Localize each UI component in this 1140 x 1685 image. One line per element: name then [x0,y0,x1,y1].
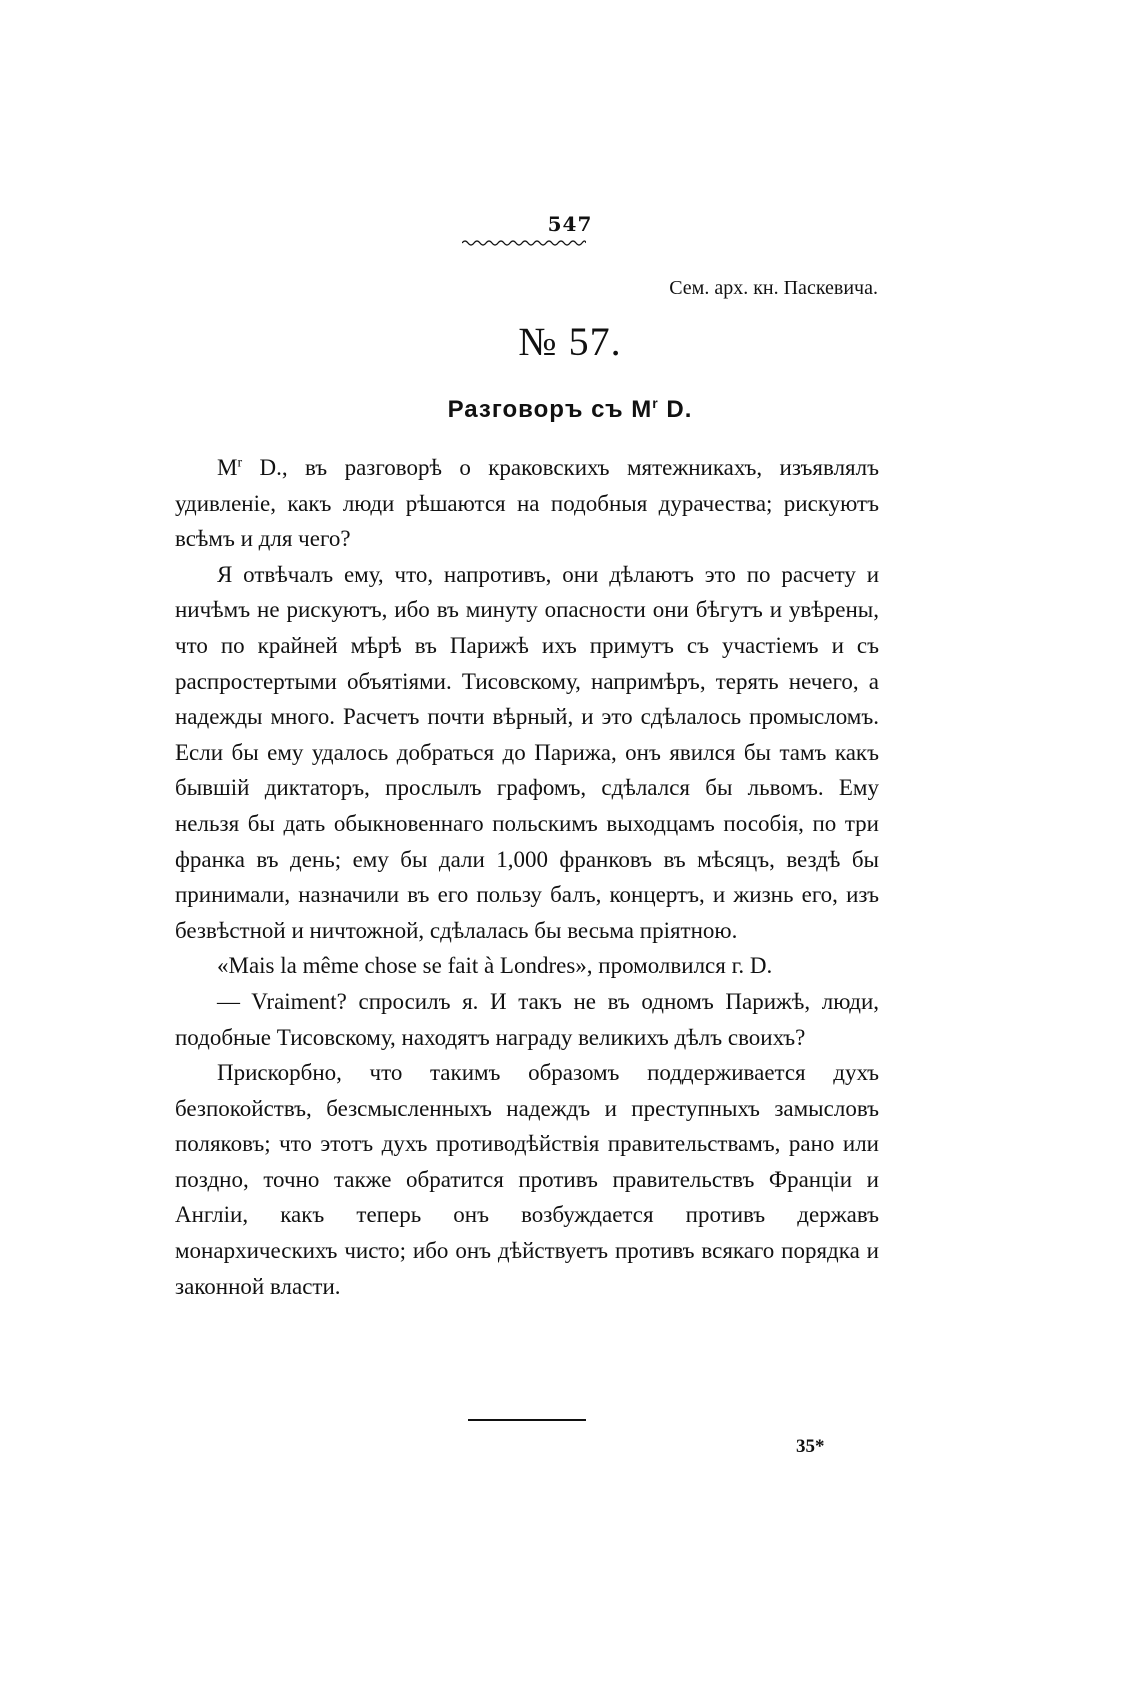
page-number: 547 [547,212,593,236]
paragraph-1-lead-sup: r [237,455,243,471]
closing-rule [468,1419,586,1421]
paragraph-3: «Mais la même chose se fait à Londres», промолвился г. D. [217,953,773,979]
paragraph-2: Я отвѣчалъ ему, что, напротивъ, они дѣлаютъ это по расчету и ничѣмъ не рискуютъ, ибо въ минуту опасности они бѣгутъ и увѣрены, что по крайней мѣрѣ въ Парижѣ ихъ примутъ съ участіемъ и съ распростертыми объятіями. Тисовскому, напримѣръ, терять нечего, а надежды много. Расчетъ почти вѣрный, и это сдѣлалось промысломъ. Если бы ему удалось добраться до Парижа, онъ явился бы тамъ какъ бывшій диктаторъ, прослылъ графомъ, сдѣлался бы львомъ. Ему нельзя бы дать обыкновеннаго польскимъ выходцамъ пособія, по три франка въ день; ему бы дали 1,000 франковъ въ мѣсяцъ, вездѣ бы принимали, назначили въ его пользу балъ, концертъ, и жизнь его, изъ безвѣстной и ничтожной, сдѣлалась бы весьма пріятною. [175,561,879,943]
document-number: № 57. [518,319,622,364]
document-title [0,395,1140,424]
archive-source-note: Сем. арх. кн. Паскевича. [669,277,878,299]
paragraph-5: Прискорбно, что такимъ образомъ поддерживается духъ безпокойствъ, безсмысленныхъ надеждъ и преступныхъ замысловъ поляковъ; что этотъ духъ противодѣйствія правительствамъ, рано или поздно, точно также обратится противъ правительствъ Франціи и Англіи, какъ теперь онъ возбуждается противъ державъ монархическихъ чисто; ибо онъ дѣйствуетъ противъ всякаго порядка и законной власти. [175,1060,879,1299]
paragraph-1-lead: M [217,455,238,480]
title-superscript: r [652,395,659,411]
paragraph-1 [175,450,879,557]
title-suffix: D. [658,396,693,423]
signature-mark: 35* [796,1436,825,1457]
paragraph-4: — Vraiment? спросилъ я. И такъ не въ одномъ Парижѣ, люди, подобные Тисовскому, находятъ награду великихъ дѣлъ своихъ? [175,988,879,1050]
document-body [175,450,879,1304]
title-prefix: Разговоръ съ М [447,396,653,423]
wavy-rule-ornament [462,238,586,248]
paragraph-1-text: D., въ разговорѣ о краковскихъ мятежникахъ, изъявлялъ удивленіе, какъ люди рѣшаются на подобныя дурачества; рискуютъ всѣмъ и для чего? [175,455,879,552]
